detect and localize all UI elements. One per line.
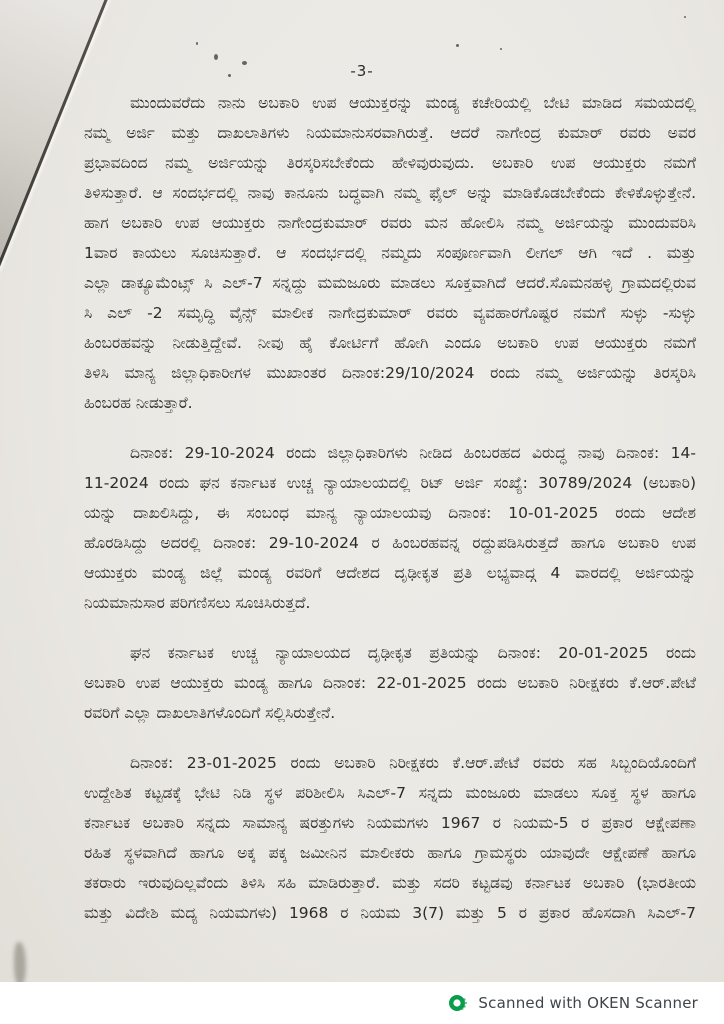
- text-line: ತಿಳಿಸಿ ಮಾನ್ಯ ಜಿಲ್ಲಾಧಿಕಾರೀಗಳ ಮುಖಾಂತರ ದಿನಾಂಕ:29/10/2024 ರಂದು ನಮ್ಮ ಅರ್ಜಿಯನ್ನು ತಿರಸ್ಕರಿಸಿ: [84, 364, 696, 382]
- text-line: ಸಿ ಎಲ್ -2 ಸಮೃದ್ಧಿ ವೈನ್ಸ್ ಮಾಲೀಕ ನಾಗೇದ್ರಕುಮಾರ್ ರವರು ವ್ಯವಹಾರಗೊಷ್ಟರ ನಮಗೆ ಸುಳ್ಳು -ಸುಳ್ಳು: [84, 304, 696, 322]
- scan-speck: [500, 48, 502, 50]
- text-line: ರವರಿಗೆ ಎಲ್ಲಾ ದಾಖಲಾತಿಗಳೊಂದಿಗೆ ಸಲ್ಲಿಸಿರುತ್ತೇನೆ.: [84, 704, 336, 722]
- scan-speck: [684, 16, 686, 18]
- text-line: ಹಾಗ ಅಬಕಾರಿ ಉಪ ಆಯುಕ್ತರು ನಾಗೇಂದ್ರಕುಮಾರ್ ರವರು ಮನ ಹೋಲಿಸಿ ನಮ್ಮ ಅರ್ಜಿಯನ್ನು ಮುಂದುವರಿಸಿ: [84, 214, 696, 232]
- text-line: 11-2024 ರಂದು ಘನ ಕರ್ನಾಟಕ ಉಚ್ಚ ನ್ಯಾಯಾಲಯದಲ್ಲಿ ರಿಟ್ ಅರ್ಜಿ ಸಂಖ್ಯೆ: 30789/2024 (ಅಬಕಾರಿ): [84, 474, 696, 492]
- text-line: ಯನ್ನು ದಾಖಲಿಸಿದ್ದು, ಈ ಸಂಬಂಧ ಮಾನ್ಯ ನ್ಯಾಯಾಲಯವು ದಿನಾಂಕ: 10-01-2025 ರಂದು ಆದೇಶ: [84, 504, 696, 522]
- text-line: 1ವಾರ ಕಾಯಲು ಸೂಚಿಸುತ್ತಾರೆ. ಆ ಸಂದರ್ಭದಲ್ಲಿ ನಮ್ಮದು ಸಂಪೂರ್ಣವಾಗಿ ಲೀಗಲ್ ಆಗಿ ಇದೆ . ಮತ್ತು: [84, 244, 696, 262]
- scan-speck: [196, 42, 198, 45]
- text-line: ಆಯುಕ್ತರು ಮಂಡ್ಯ ಜಿಲ್ಲೆ ಮಂಡ್ಯ ರವರಿಗೆ ಆದೇಶದ ದೃಢೀಕೃತ ಪ್ರತಿ ಲಭ್ಯವಾದ್ಗ 4 ವಾರದಲ್ಲಿ ಅರ್ಜಿಯನ್ನು: [84, 564, 696, 582]
- text-line: ದಿನಾಂಕ: 29-10-2024 ರಂದು ಜಿಲ್ಲಾಧಿಕಾರಿಗಳು ನೀಡಿದ ಹಿಂಬರಹದ ವಿರುದ್ಧ ನಾವು ದಿನಾಂಕ: 14-: [130, 444, 696, 462]
- text-line: ಅಬಕಾರಿ ಉಪ ಆಯುಕ್ತರು ಮಂಡ್ಯ ಹಾಗೂ ದಿನಾಂಕ: 22-01-2025 ರಂದು ಅಬಕಾರಿ ನಿರೀಕ್ಷಕರು ಕೆ.ಆರ್.ಪೇಟೆ: [84, 674, 696, 692]
- text-line: ಮತ್ತು ವಿದೇಶಿ ಮದ್ಯ ನಿಯಮಗಳು) 1968 ರ ನಿಯಮ 3(7) ಮತ್ತು 5 ರ ಪ್ರಕಾರ ಹೊಸದಾಗಿ ಸಿಎಲ್-7: [84, 904, 696, 922]
- text-line: ಉದ್ದೇಶಿತ ಕಟ್ಟಡಕ್ಕೆ ಭೇಟಿ ನಿಡಿ ಸ್ಥಳ ಪರಿಶೀಲಿಸಿ ಸಿಎಲ್-7 ಸನ್ನದು ಮಂಜೂರು ಮಾಡಲು ಸೂಕ್ತ ಸ್ಥಳ ಹಾಗೂ: [84, 784, 696, 802]
- text-line: ತಕರಾರು ಇರುವುದಿಲ್ಲವೆಂದು ತಿಳಿಸಿ ಸಹಿ ಮಾಡಿರುತ್ತಾರೆ. ಮತ್ತು ಸದರಿ ಕಟ್ಟಡವು ಕರ್ನಾಟಕ ಅಬಕಾರಿ (ಭಾರತೀಯ: [84, 874, 696, 892]
- scanner-footer: [0, 982, 724, 1024]
- text-line: ಹಿಂಬರಹವನ್ನು ನೀಡುತ್ತಿದ್ದೇವೆ. ನೀವು ಹೈ ಕೋರ್ಟಿಗೆ ಹೋಗಿ ಎಂದೂ ಅಬಕಾರಿ ಉಪ ಆಯುಕ್ತರು ನಮಗೆ: [84, 334, 696, 352]
- paragraph-2: [84, 438, 696, 618]
- paragraph-4: [84, 748, 696, 928]
- document-body: [84, 88, 696, 948]
- page-number: -3-: [350, 62, 374, 80]
- text-line: ಎಲ್ಲಾ ಡಾಕ್ಯೂಮೆಂಟ್ಸ್ ಸಿ ಎಲ್-7 ಸನ್ನದ್ದು ಮಮಜೂರು ಮಾಡಲು ಸೂಕ್ತವಾಗಿದೆ ಆದರೆ.ಸೊಮನಹಳ್ಳಿ ಗ್ರಾಮದಲ್ಲಿರುವ: [84, 274, 696, 292]
- scan-speck: [214, 54, 218, 60]
- text-line: ನಮ್ಮ ಅರ್ಜಿ ಮತ್ತು ದಾಖಲಾತಿಗಳು ನಿಯಮಾನುಸರವಾಗಿರುತ್ತೆ. ಆದರೆ ನಾಗೇಂದ್ರ ಕುಮಾರ್ ರವರು ಅವರ: [84, 124, 696, 142]
- text-line: ತಿಳಿಸುತ್ತಾರೆ. ಆ ಸಂದರ್ಭದಲ್ಲಿ ನಾವು ಕಾನೂನು ಬದ್ಧವಾಗಿ ನಮ್ಮ ಫೈಲ್ ಅನ್ನು ಮಾಡಿಕೊಡಬೇಕೆಂದು ಕೇಳಿಕೊಳ್ಳುತ್ತೇನೆ.: [84, 184, 696, 202]
- text-line: ಪ್ರಭಾವದಿಂದ ನಮ್ಮ ಅರ್ಜಿಯನ್ನು ತಿರಸ್ಕರಿಸಬೇಕೆಂದು ಹೇಳಿವುರುವುದು. ಅಬಕಾರಿ ಉಪ ಆಯುಕ್ತರು ನಮಗೆ: [84, 154, 696, 172]
- text-line: ರಹಿತ ಸ್ಥಳವಾಗಿದೆ ಹಾಗೂ ಅಕ್ಕ ಪಕ್ಕ ಜಮೀನಿನ ಮಾಲೀಕರು ಹಾಗೂ ಗ್ರಾಮಸ್ಥರು ಯಾವುದೇ ಆಕ್ಷೇಪಣೆ ಹಾಗೂ: [84, 844, 696, 862]
- text-line: ಕರ್ನಾಟಕ ಅಬಕಾರಿ ಸನ್ನದು ಸಾಮಾನ್ಯ ಷರತ್ತುಗಳು ನಿಯಮಗಳು 1967 ರ ನಿಯಮ-5 ರ ಪ್ರಕಾರ ಆಕ್ಷೇಪಣಾ: [84, 814, 696, 832]
- text-line: ಮುಂದುವರೆದು ನಾನು ಅಬಕಾರಿ ಉಪ ಆಯುಕ್ತರನ್ನು ಮಂಡ್ಯ ಕಚೇರಿಯಲ್ಲಿ ಬೇಟಿ ಮಾಡಿದ ಸಮಯದಲ್ಲಿ: [130, 94, 696, 112]
- text-line: ಹಿಂಬರಹ ನೀಡುತ್ತಾರೆ.: [84, 394, 193, 412]
- paragraph-1: [84, 88, 696, 418]
- text-line: ನಿಯಮಾನುಸಾರ ಪರಿಗಣಿಸಲು ಸೂಚಿಸಿರುತ್ತದೆ.: [84, 594, 311, 612]
- text-line: ಘನ ಕರ್ನಾಟಕ ಉಚ್ಚ ನ್ಯಾಯಾಲಯದ ದೃಢೀಕೃತ ಪ್ರತಿಯನ್ನು ದಿನಾಂಕ: 20-01-2025 ರಂದು: [130, 644, 696, 662]
- scanner-attribution-text: Scanned with OKEN Scanner: [478, 994, 698, 1012]
- paragraph-3: [84, 638, 696, 728]
- text-line: ಹೊರಡಿಸಿದ್ದು ಅದರಲ್ಲಿ ದಿನಾಂಕ: 29-10-2024 ರ ಹಿಂಬರಹವನ್ನ ರದ್ದುಪಡಿಸಿರುತ್ತದೆ ಹಾಗೂ ಅಬಕಾರಿ ಉಪ: [84, 534, 696, 552]
- oken-scanner-logo-icon: [448, 993, 468, 1013]
- text-line: ದಿನಾಂಕ: 23-01-2025 ರಂದು ಅಬಕಾರಿ ನಿರೀಕ್ಷಕರು ಕೆ.ಆರ್.ಪೇಟೆ ರವರು ಸಹ ಸಿಬ್ಬಂದಿಯೊಂದಿಗೆ: [130, 754, 696, 772]
- scan-speck: [456, 44, 459, 47]
- scan-smudge: [14, 942, 26, 986]
